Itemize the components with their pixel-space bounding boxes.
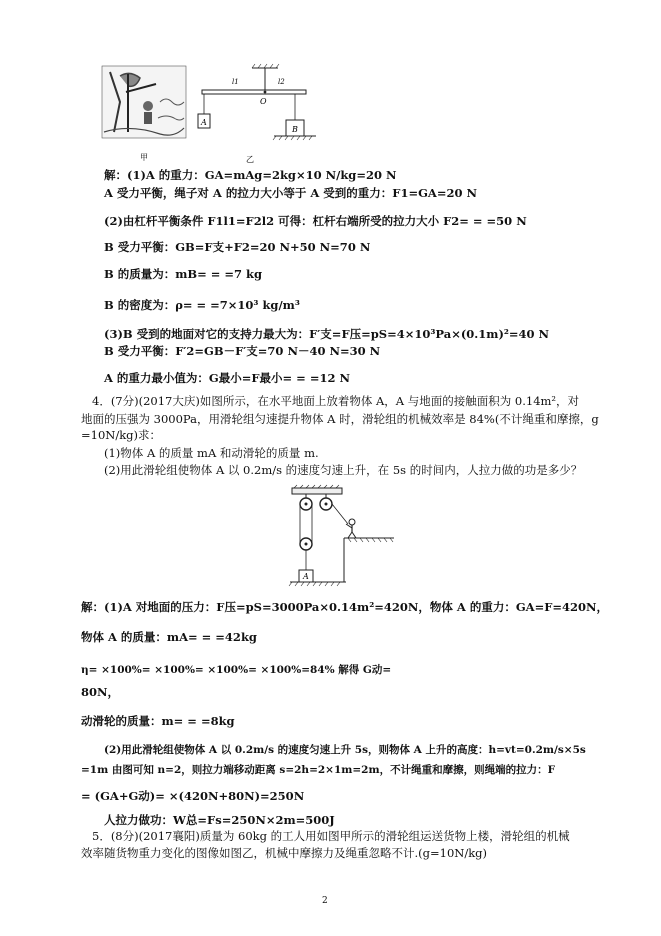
solution-line: 物体 A 的质量：mA= = =42kg bbox=[81, 630, 257, 644]
solution-line: 解：(1)A 的重力：GA=mAg=2kg×10 N/kg=20 N bbox=[104, 168, 397, 182]
figure-pulley bbox=[286, 484, 398, 594]
problem-4-text: =10N/kg)求： bbox=[81, 428, 162, 442]
lever-label-l1: l1 bbox=[232, 78, 239, 86]
figure-lever bbox=[100, 62, 340, 168]
figure-yi-label: 乙 bbox=[246, 155, 254, 164]
problem-5-text: 效率随货物重力变化的图像如图乙，机械中摩擦力及绳重忽略不计.(g=10N/kg) bbox=[81, 846, 488, 860]
solution-line: B 受力平衡：GB=F支+F2=20 N+50 N=70 N bbox=[104, 240, 371, 254]
figure-jia-label: 甲 bbox=[140, 153, 148, 162]
problem-4-text: 4．(7分)(2017大庆)如图所示，在水平地面上放着物体 A，A 与地面的接触面积为 0.14m²，对 bbox=[92, 394, 580, 408]
solution-line: 动滑轮的质量：m= = =8kg bbox=[81, 714, 235, 728]
problem-4-text: 地面的压强为 3000Pa，用滑轮组匀速提升物体 A 时，滑轮组的机械效率是 84%(不计绳重和摩擦，g bbox=[81, 412, 599, 426]
solution-line: 解：(1)A 对地面的压力：F压=pS=3000Pa×0.14m²=420N，物体 A 的重力：GA=F=420N， bbox=[81, 600, 609, 614]
solution-line: (2)由杠杆平衡条件 F1l1=F2l2 可得：杠杆右端所受的拉力大小 F2= = =50 N bbox=[104, 214, 527, 228]
figure-yi-lever bbox=[198, 64, 316, 140]
solution-line: B 的质量为：mB= = =7 kg bbox=[104, 267, 263, 281]
solution-line: =1m 由图可知 n=2，则拉力端移动距离 s=2h=2×1m=2m，不计绳重和摩擦，则绳端的拉力：F bbox=[81, 764, 556, 776]
solution-line: (2)用此滑轮组使物体 A 以 0.2m/s 的速度匀速上升 5s，则物体 A 上升的高度：h=vt=0.2m/s×5s bbox=[104, 744, 586, 756]
solution-line: A 的重力最小值为：G最小=F最小= = =12 N bbox=[104, 371, 350, 385]
lever-label-l2: l2 bbox=[278, 78, 285, 86]
block-B-label: B bbox=[292, 125, 298, 134]
solution-line: (3)B 受到的地面对它的支持力最大为：F′支=F压=pS=4×10³Pa×(0.1m)²=40 N bbox=[104, 327, 550, 341]
page-number: 2 bbox=[322, 896, 328, 906]
problem-4-question: (1)物体 A 的质量 mA 和动滑轮的质量 m. bbox=[104, 446, 319, 460]
figure-jia-scene bbox=[102, 66, 186, 138]
problem-5-text: 5．(8分)(2017襄阳)质量为 60kg 的工人用如图甲所示的滑轮组运送货物上楼，滑轮组的机械 bbox=[92, 829, 570, 843]
solution-line: B 的密度为：ρ= = =7×10³ kg/m³ bbox=[104, 298, 300, 312]
solution-line: A 受力平衡，绳子对 A 的拉力大小等于 A 受到的重力：F1=GA=20 N bbox=[104, 186, 477, 200]
solution-line: 80N， bbox=[81, 685, 120, 699]
block-A-label: A bbox=[303, 572, 309, 581]
solution-line: 人拉力做功：W总=Fs=250N×2m=500J bbox=[104, 813, 335, 827]
block-A-label: A bbox=[201, 118, 207, 127]
solution-line: = (GA+G动)= ×(420N+80N)=250N bbox=[81, 789, 305, 803]
problem-4-question: (2)用此滑轮组使物体 A 以 0.2m/s 的速度匀速上升，在 5s 的时间内，人拉力做的功是多少？ bbox=[104, 463, 583, 477]
solution-line: η= ×100%= ×100%= ×100%= ×100%=84% 解得 G动= bbox=[81, 664, 392, 676]
lever-label-O: O bbox=[260, 97, 267, 106]
solution-line: B 受力平衡：F′2=GB－F′支=70 N－40 N=30 N bbox=[104, 344, 381, 358]
